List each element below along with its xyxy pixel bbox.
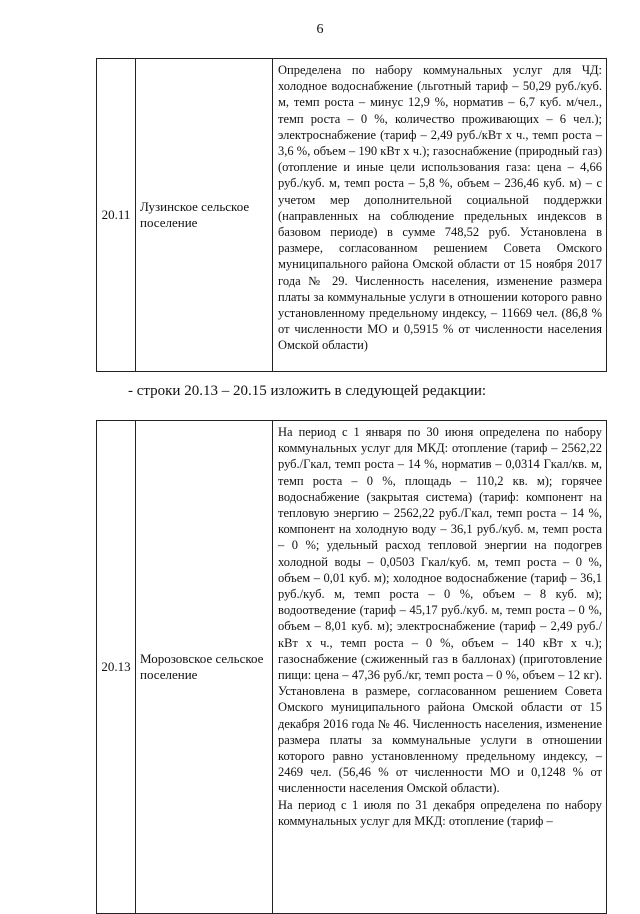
description-first-half: На период с 1 января по 30 июня определена по набору коммунальных услуг для МКД: отопление (тариф – 2562,22 руб./Гкал, темп роста – 14 %, норматив – 0,0314 Гкал/кв. м, темп роста – 0 %, площадь – 110,2 кв. м); горячее водоснабжение (закрытая система) (тариф: компонент на тепловую энергию – 2562,22 руб./Гкал, темп роста – 14 %, компонент на холодную воду – 36,1 руб./куб. м, темп роста – 0 %; удельный расход тепловой энергии на подогрев холодной воды – 0,0503 Гкал/куб. м, темп роста – 0 %, объем – 0,01 куб. м); холодное водоснабжение (тариф – 36,1 руб./куб. м, темп роста – 0 %, объем – 8 куб. м); водоотведение (тариф – 45,17 руб./куб. м, темп роста – 0 %, объем – 8,01 куб. м); электроснабжение (тариф – 2,49 руб./кВт х ч., темп роста – 0 %, объем – 140 кВт х ч.); газоснабжение (сжиженный газ в баллонах) (приготовление пищи: цена – 47,36 руб./кг, темп роста – 0 %, объем – 12 кг). Установлена в размере, согласованном решением Совета Омского муниципального района Омской области от 15 декабря 2016 года № 46. Численность населения, изменение размера платы за коммунальные услуги в отношении которого равно установленному предельному индексу, – 2469 чел. (56,46 % от численности МО и 0,1248 % от численности населения Омской области).: [278, 425, 602, 796]
table-row-20-11: [96, 58, 607, 372]
page-number: 6: [316, 22, 324, 37]
amendment-intro: - строки 20.13 – 20.15 изложить в следующей редакции:: [128, 383, 487, 399]
row-description: [273, 421, 607, 914]
row-description: Определена по набору коммунальных услуг для ЧД: холодное водоснабжение (льготный тариф – 50,29 руб./куб. м, темп роста – минус 12,9 %, норматив – 6,7 куб. м/чел., темп роста – 0 %, количество проживающих – 6 чел.); электроснабжение (тариф – 2,49 руб./кВт х ч., темп роста – 3,6 %, объем – 190 кВт х ч.); газоснабжение (природный газ) (отопление и иные цели использования газа: цена – 4,66 руб./куб. м, темп роста – 5,8 %, объем – 236,46 куб. м) – с учетом мер дополнительной социальной поддержки (направленных на соблюдение предельных индексов в базовом периоде) в сумме 748,52 руб. Установлена в размере, согласованном решением Совета Омского муниципального района Омской области от 15 ноября 2017 года № 29. Численность населения, изменение размера платы за коммунальные услуги в отношении которого равно установленному предельному индексу, – 11669 чел. (86,8 % от численности МО и 0,5915 % от численности населения Омской области): [273, 59, 607, 372]
table-row-20-13: [96, 420, 607, 914]
settlement-name: Лузинское сельское поселение: [136, 59, 273, 372]
description-second-half: На период с 1 июля по 31 декабря определена по набору коммунальных услуг для МКД: отопление (тариф –: [278, 797, 602, 828]
row-number: 20.13: [97, 421, 136, 914]
row-number: 20.11: [97, 59, 136, 372]
settlement-name: Морозовское сельское поселение: [136, 421, 273, 914]
